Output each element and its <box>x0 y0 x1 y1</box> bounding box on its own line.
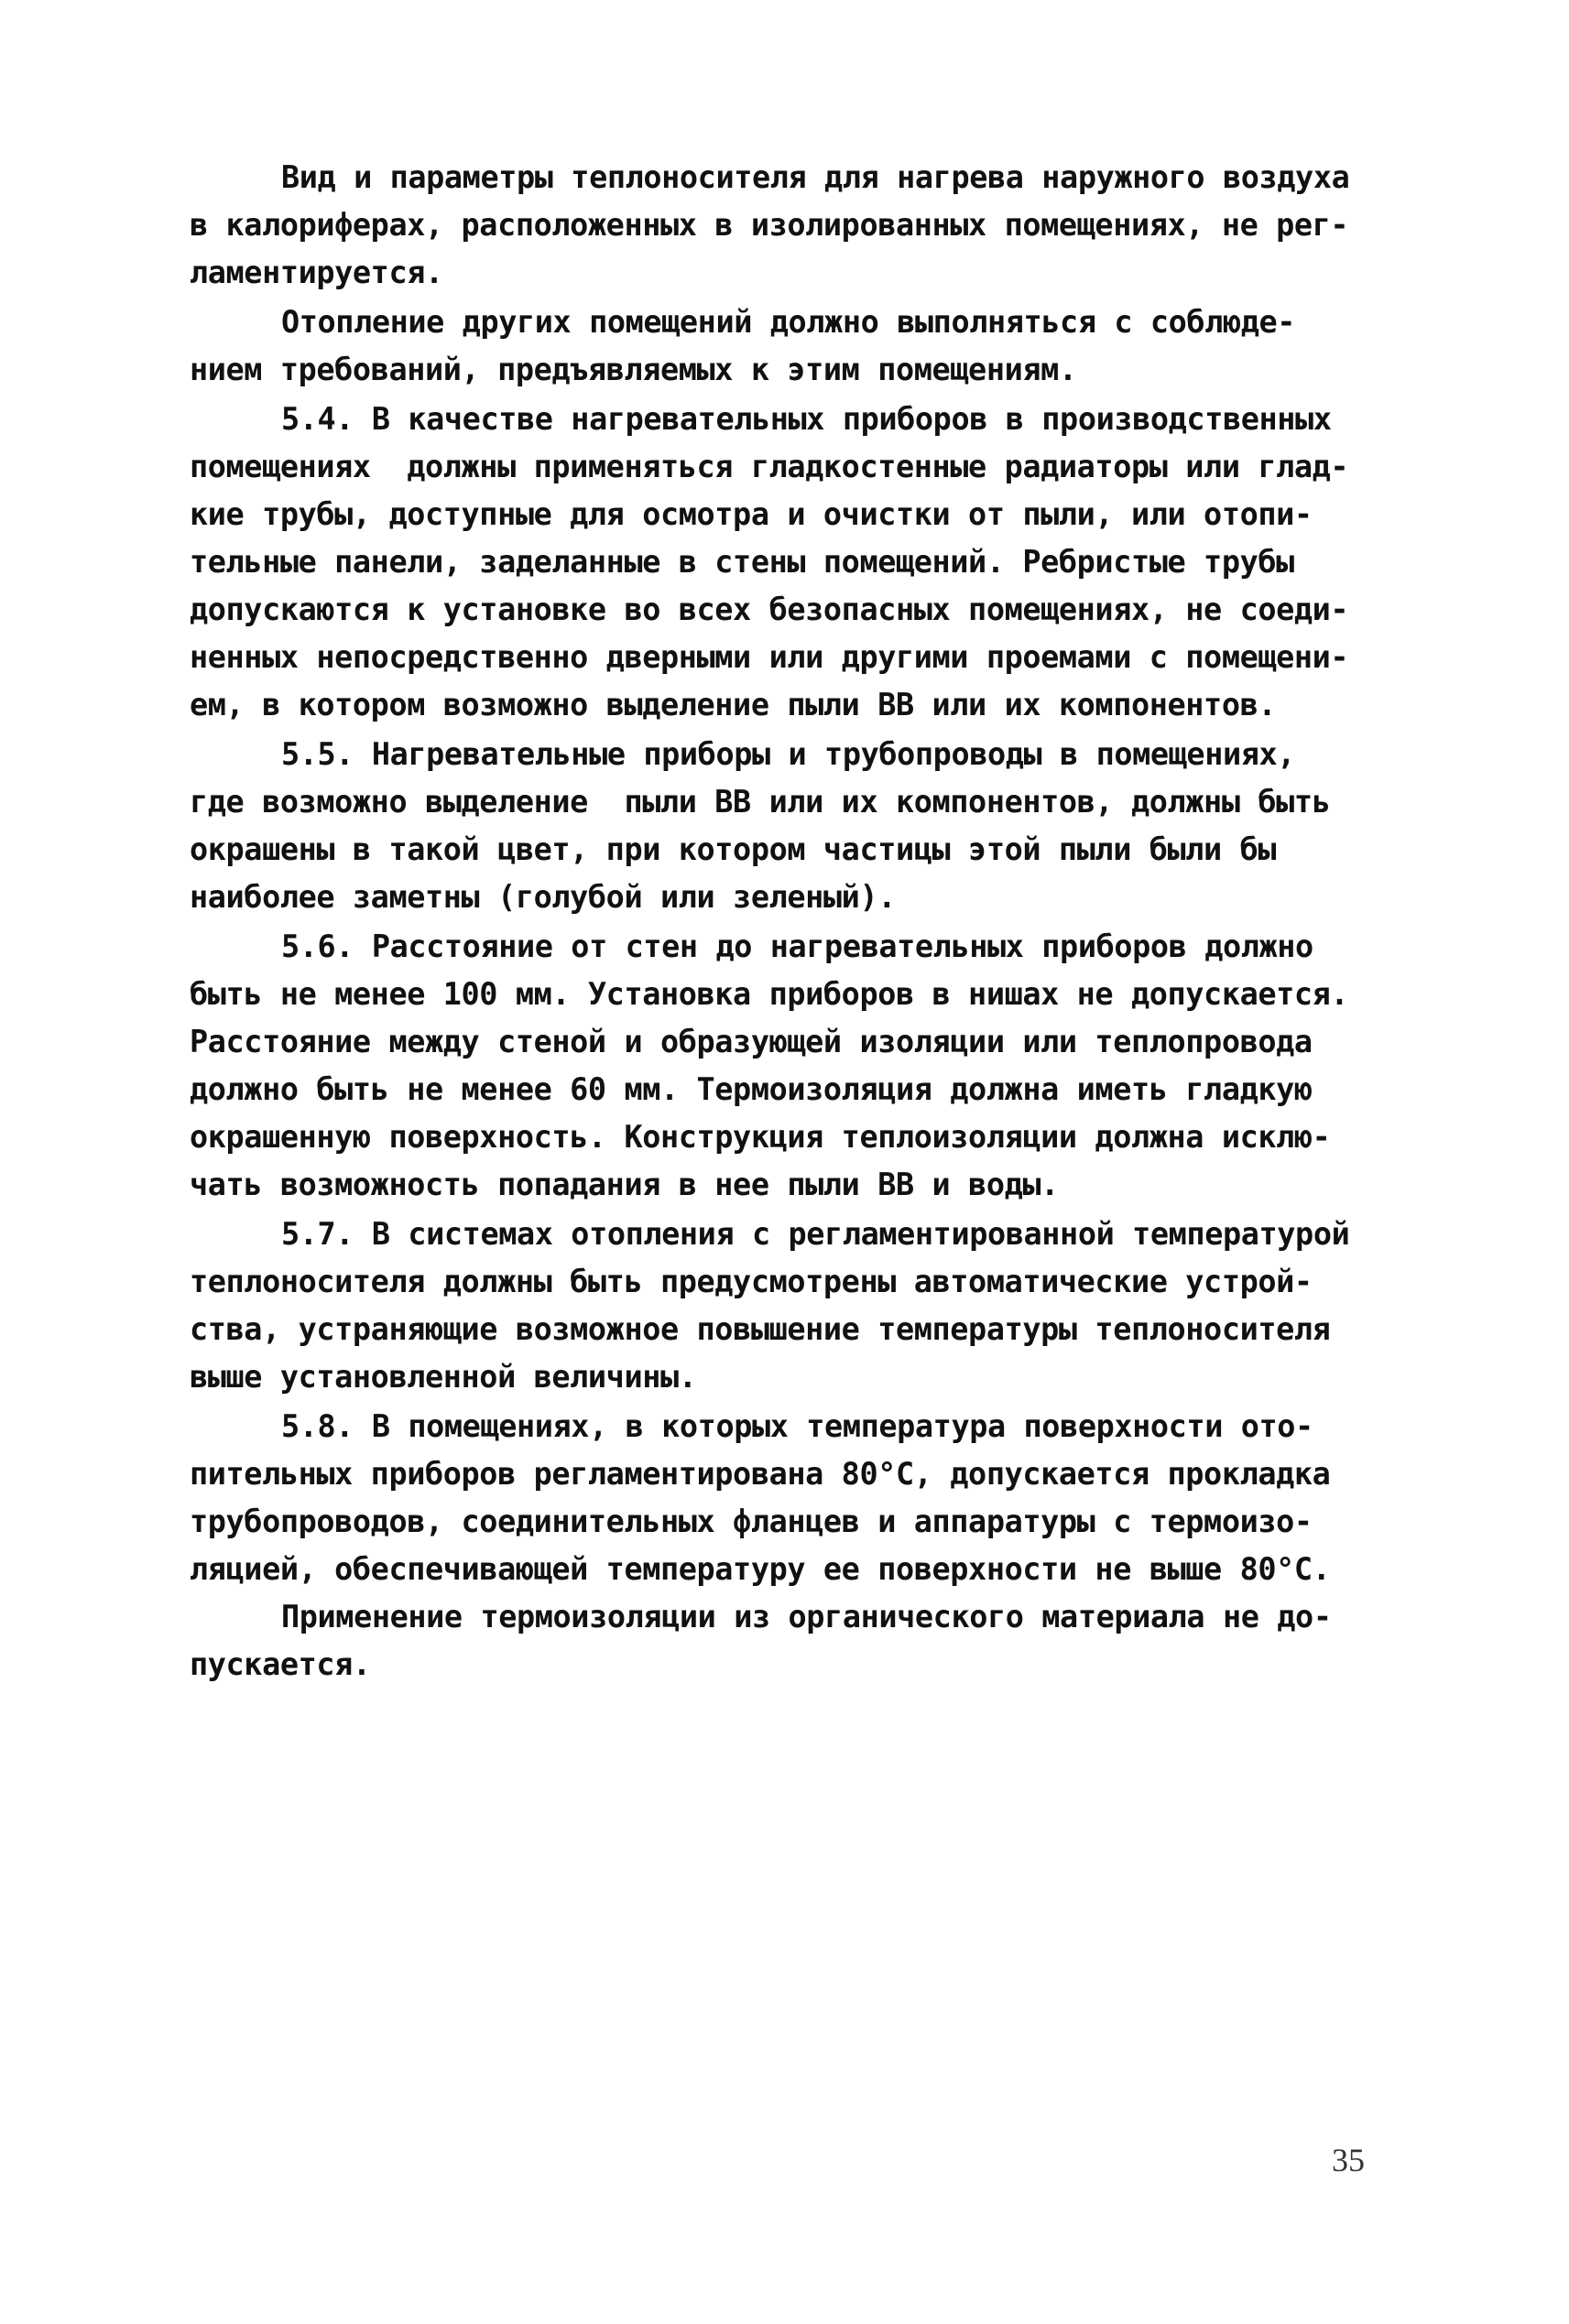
paragraph-line: выше установленной величины. <box>190 1359 697 1395</box>
paragraph-line: пительных приборов регламентирована 80°С, допускается прокладка <box>190 1456 1331 1492</box>
paragraph-line: помещениях должны применяться гладкостенные радиаторы или глад- <box>190 449 1349 484</box>
paragraph-line: 5.8. В помещениях, в которых температура поверхности ото- <box>281 1408 1313 1444</box>
paragraph-line: ства, устраняющие возможное повышение температуры теплоносителя <box>190 1311 1331 1347</box>
paragraph-line: Применение термоизоляции из органического материала не до- <box>281 1599 1332 1634</box>
document-body <box>190 154 1399 1689</box>
paragraph-line: Отопление других помещений должно выполняться с соблюде- <box>281 304 1296 340</box>
paragraph-line: чать возможность попадания в нее пыли ВВ и воды. <box>190 1167 1059 1202</box>
paragraph-line: Вид и параметры теплоносителя для нагрева наружного воздуха <box>281 159 1350 195</box>
clause-5-6 <box>190 923 1399 1209</box>
paragraph-line: где возможно выделение пыли ВВ или их компонентов, должны быть <box>190 784 1331 820</box>
clause-5-7 <box>190 1211 1399 1401</box>
paragraph-line: пускается. <box>190 1646 371 1682</box>
paragraph-line: 5.5. Нагревательные приборы и трубопроводы в помещениях, <box>281 736 1296 772</box>
paragraph-line: тельные панели, заделанные в стены помещений. Ребристые трубы <box>190 544 1294 580</box>
paragraph-line: допускаются к установке во всех безопасных помещениях, не соеди- <box>190 592 1349 627</box>
paragraph-line: должно быть не менее 60 мм. Термоизоляция должна иметь гладкую <box>190 1071 1313 1107</box>
paragraph-line: нием требований, предъявляемых к этим помещениям. <box>190 352 1077 387</box>
paragraph-line: трубопроводов, соединительных фланцев и аппаратуры с термоизо- <box>190 1504 1313 1539</box>
paragraph-line: кие трубы, доступные для осмотра и очистки от пыли, или отопи- <box>190 496 1313 532</box>
clause-5-5 <box>190 731 1399 921</box>
paragraph-line: Расстояние между стеной и образующей изоляции или теплопровода <box>190 1024 1313 1059</box>
paragraph-line: 5.6. Расстояние от стен до нагревательных приборов должно <box>281 929 1313 964</box>
paragraph-line: в калориферах, расположенных в изолированных помещениях, не рег- <box>190 207 1349 243</box>
paragraph-calorifer-heating <box>190 154 1399 297</box>
paragraph-other-rooms-heating <box>190 299 1399 394</box>
paragraph-line: ненных непосредственно дверными или другими проемами с помещени- <box>190 639 1349 675</box>
paragraph-line: 5.4. В качестве нагревательных приборов в производственных <box>281 401 1332 437</box>
clause-5-4 <box>190 396 1399 729</box>
paragraph-line: ламентируется. <box>190 255 443 290</box>
paragraph-line: ляцией, обеспечивающей температуру ее поверхности не выше 80°С. <box>190 1551 1331 1587</box>
paragraph-line: 5.7. В системах отопления с регламентированной температурой <box>281 1216 1350 1252</box>
paragraph-insulation-restriction <box>190 1593 1399 1689</box>
page-number: 35 <box>1332 2142 1365 2178</box>
paragraph-line: теплоносителя должны быть предусмотрены автоматические устрой- <box>190 1264 1313 1299</box>
paragraph-line: быть не менее 100 мм. Установка приборов в нишах не допускается. <box>190 976 1349 1012</box>
paragraph-line: окрашенную поверхность. Конструкция теплоизоляции должна исклю- <box>190 1119 1331 1155</box>
paragraph-line: ем, в котором возможно выделение пыли ВВ или их компонентов. <box>190 687 1277 722</box>
paragraph-line: окрашены в такой цвет, при котором частицы этой пыли были бы <box>190 831 1277 867</box>
paragraph-line: наиболее заметны (голубой или зеленый). <box>190 879 896 915</box>
clause-5-8 <box>190 1403 1399 1593</box>
